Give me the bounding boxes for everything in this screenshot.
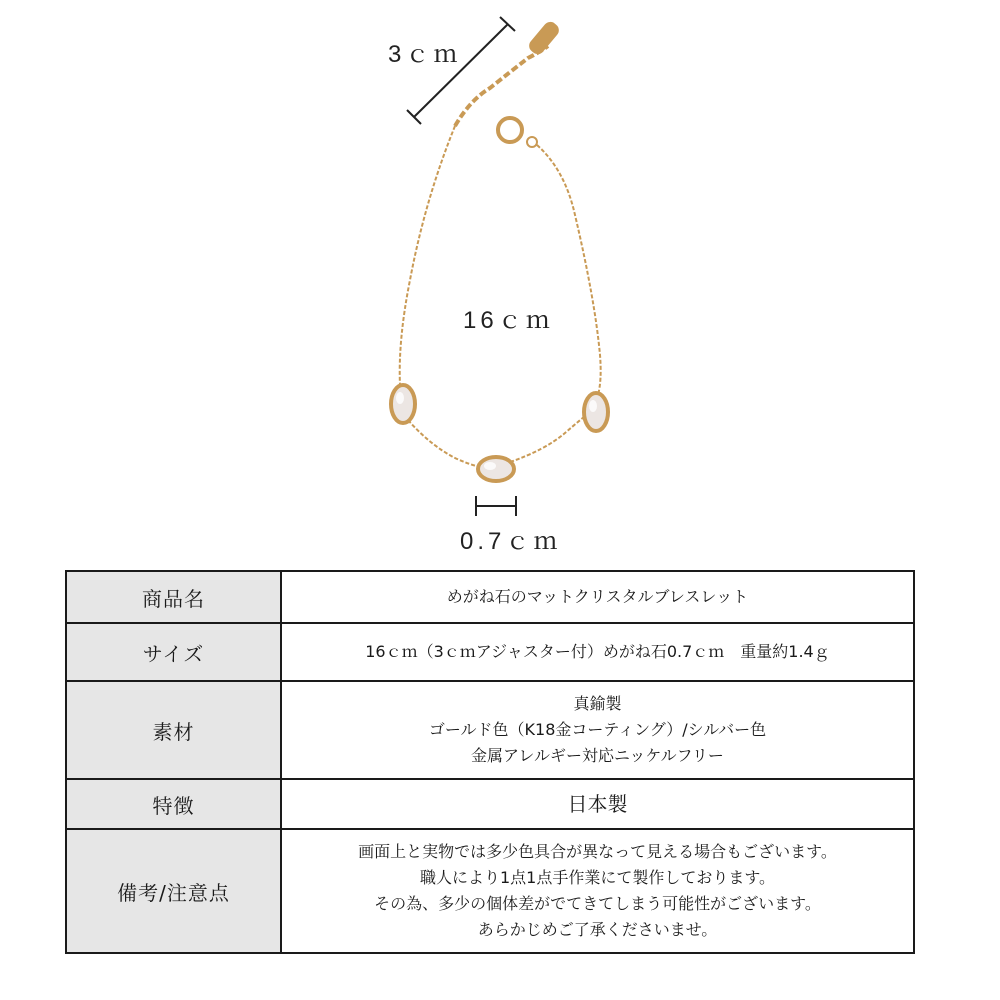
spec-table bbox=[65, 570, 915, 954]
spec-value-notes bbox=[281, 829, 914, 953]
spec-value-line: ゴールド色（K18金コーティング）/シルバー色 bbox=[428, 720, 767, 739]
spec-value-line: あらかじめご了承くださいませ。 bbox=[477, 920, 718, 939]
chain-length-label: 16ｃｍ bbox=[463, 307, 554, 334]
spec-row-product-name bbox=[66, 571, 914, 623]
spec-value-line: 真鍮製 bbox=[573, 694, 622, 713]
spec-row-feature bbox=[66, 779, 914, 829]
spec-label-size: サイズ bbox=[66, 623, 281, 681]
spec-row-notes bbox=[66, 829, 914, 953]
spec-label-feature: 特徴 bbox=[66, 779, 281, 829]
stone-width-label: 0.7ｃｍ bbox=[460, 528, 562, 555]
spec-value-line: 金属アレルギー対応ニッケルフリー bbox=[471, 746, 724, 765]
spec-row-size bbox=[66, 623, 914, 681]
spec-label-notes: 備考/注意点 bbox=[66, 829, 281, 953]
clasp-ring bbox=[527, 137, 537, 147]
chain-bottom-right bbox=[510, 412, 590, 462]
spec-value-line: 日本製 bbox=[567, 792, 628, 816]
spring-ring-clasp bbox=[498, 118, 522, 142]
spec-value-size bbox=[281, 623, 914, 681]
spec-value-line: めがね石のマットクリスタルブレスレット bbox=[446, 587, 749, 606]
spec-value-line: 職人により1点1点手作業にて製作しております。 bbox=[419, 868, 776, 887]
spec-label-product-name: 商品名 bbox=[66, 571, 281, 623]
extender-chain bbox=[455, 46, 548, 126]
spec-value-line: 画面上と実物では多少色具合が異なって見える場合もございます。 bbox=[358, 842, 837, 861]
chain-bottom-left bbox=[408, 420, 480, 467]
spec-value-product-name bbox=[281, 571, 914, 623]
chain-left bbox=[400, 126, 455, 385]
spec-value-line: その為、多少の個体差がでてきてしまう可能性がございます。 bbox=[374, 894, 821, 913]
spec-label-material: 素材 bbox=[66, 681, 281, 779]
spec-value-material bbox=[281, 681, 914, 779]
spec-row-material bbox=[66, 681, 914, 779]
extender-length-label: 3ｃｍ bbox=[388, 41, 462, 68]
stone-left bbox=[391, 385, 415, 423]
spec-value-line: 16ｃｍ（3ｃｍアジャスター付）めがね石0.7ｃｍ 重量約1.4ｇ bbox=[365, 642, 830, 661]
chain-right bbox=[537, 145, 601, 395]
spec-value-feature bbox=[281, 779, 914, 829]
extender-tag bbox=[526, 19, 561, 57]
stone-center bbox=[478, 457, 514, 481]
stone-right bbox=[584, 393, 608, 431]
